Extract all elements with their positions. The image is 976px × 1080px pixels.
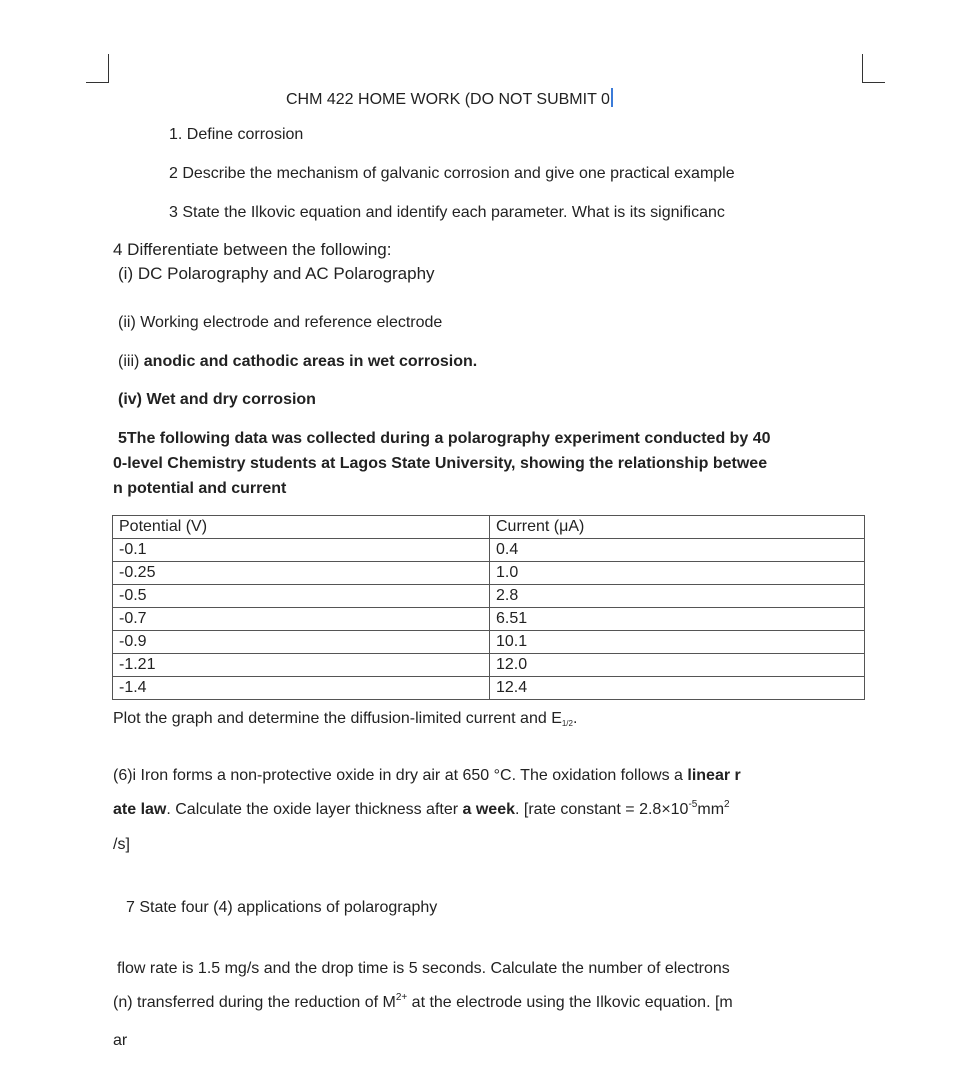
question-8-line-3: ar bbox=[113, 1032, 128, 1049]
header-potential: Potential (V) bbox=[113, 516, 490, 539]
crop-mark-top-right bbox=[862, 54, 885, 83]
cell-current: 12.4 bbox=[490, 677, 865, 700]
page-title: CHM 422 HOME WORK (DO NOT SUBMIT 0 bbox=[286, 88, 613, 109]
question-2: 2 Describe the mechanism of galvanic corrosion and give one practical example bbox=[169, 165, 735, 182]
question-4-iii-text: anodic and cathodic areas in wet corrosion. bbox=[143, 353, 478, 370]
table-row bbox=[113, 539, 865, 562]
question-5-line-2: 0-level Chemistry students at Lagos State University, showing the relationship betwee bbox=[113, 455, 768, 472]
table-row bbox=[113, 677, 865, 700]
question-1: 1. Define corrosion bbox=[169, 126, 304, 143]
question-8-line-1: flow rate is 1.5 mg/s and the drop time is 5 seconds. Calculate the number of electrons bbox=[117, 960, 730, 977]
cell-potential: -1.4 bbox=[113, 677, 490, 700]
table-row bbox=[113, 585, 865, 608]
table-row bbox=[113, 654, 865, 677]
question-4-ii: (ii) Working electrode and reference electrode bbox=[118, 314, 443, 331]
cell-potential: -0.25 bbox=[113, 562, 490, 585]
cell-potential: -0.1 bbox=[113, 539, 490, 562]
crop-mark-top-left bbox=[86, 54, 109, 83]
text-cursor bbox=[611, 88, 613, 107]
question-6-line-3: /s] bbox=[113, 836, 130, 853]
cell-current: 0.4 bbox=[490, 539, 865, 562]
cell-current: 1.0 bbox=[490, 562, 865, 585]
polarography-data-table bbox=[112, 515, 865, 700]
question-5-line-1: 5The following data was collected during a polarography experiment conducted by 40 bbox=[118, 430, 771, 447]
cell-potential: -0.5 bbox=[113, 585, 490, 608]
header-current: Current (μA) bbox=[490, 516, 865, 539]
question-5-line-3: n potential and current bbox=[113, 480, 287, 497]
question-8-line-2: (n) transferred during the reduction of $M^{2+}$ at the electrode using the Ilkovic equation. [m bbox=[113, 992, 733, 1011]
cell-current: 10.1 bbox=[490, 631, 865, 654]
cell-current: 6.51 bbox=[490, 608, 865, 631]
question-6-line-2: ate law. Calculate the oxide layer thickness after a week. [rate constant = $2.8\times 10^{-5}mm^2$ bbox=[113, 799, 730, 818]
question-5-instruction: Plot the graph and determine the diffusion-limited current and $E_{1/2}$. bbox=[113, 710, 578, 728]
question-4-i: (i) DC Polarography and AC Polarography bbox=[118, 264, 435, 283]
question-4-iii bbox=[118, 353, 477, 371]
cell-potential: -1.21 bbox=[113, 654, 490, 677]
cell-potential: -0.9 bbox=[113, 631, 490, 654]
table-row bbox=[113, 562, 865, 585]
question-4-iii-prefix: (iii) bbox=[118, 353, 140, 370]
table-row bbox=[113, 631, 865, 654]
table-row bbox=[113, 608, 865, 631]
cell-current: 12.0 bbox=[490, 654, 865, 677]
question-4-heading: 4 Differentiate between the following: bbox=[113, 240, 392, 259]
question-3: 3 State the Ilkovic equation and identify each parameter. What is its significanc bbox=[169, 204, 725, 221]
table-header-row bbox=[113, 516, 865, 539]
question-7: 7 State four (4) applications of polarography bbox=[126, 899, 438, 916]
cell-potential: -0.7 bbox=[113, 608, 490, 631]
cell-current: 2.8 bbox=[490, 585, 865, 608]
question-4-iv: (iv) Wet and dry corrosion bbox=[118, 391, 316, 408]
question-6-line-1: (6)i Iron forms a non-protective oxide in dry air at 650 °C. The oxidation follows a linear r bbox=[113, 767, 741, 784]
